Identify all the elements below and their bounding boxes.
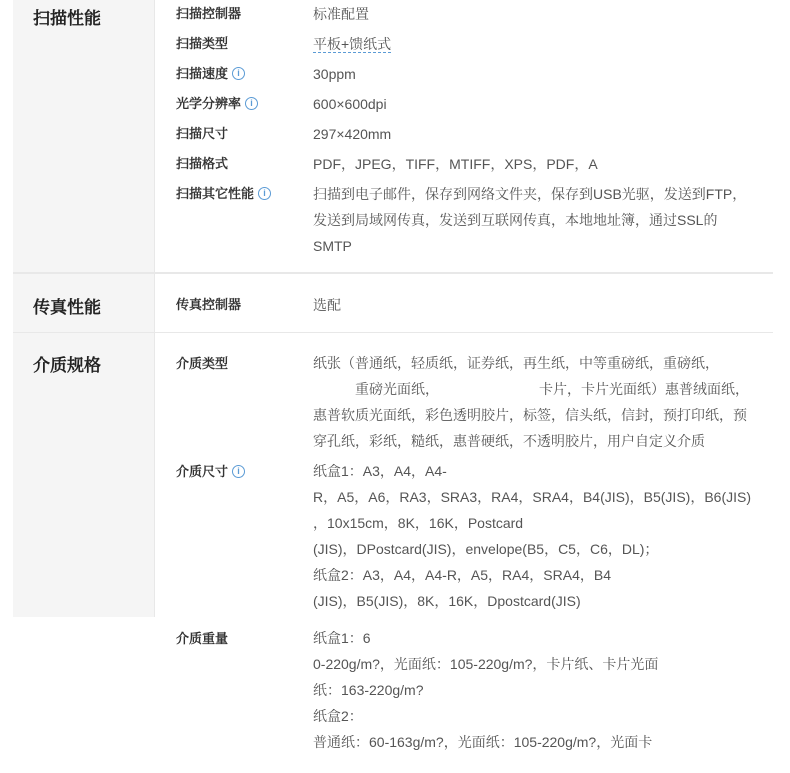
spec-label: 扫描控制器: [176, 6, 242, 21]
spec-value: 纸盒1：6 0-220g/m?，光面纸：105-220g/m?，卡片纸、卡片光面 纸：163-220g/m? 纸盒2： 普通纸：60-163g/m?，光面纸：105-220g/m?，光面卡: [313, 630, 659, 750]
info-icon[interactable]: i: [245, 97, 258, 110]
scan-type-link[interactable]: 平板+馈纸式: [313, 36, 392, 52]
spec-value: 纸张（普通纸，轻质纸，证券纸，再生纸，中等重磅纸，重磅纸， 重磅光面纸， 卡片，卡片光面纸）惠普绒面纸， 惠普软质光面纸，彩色透明胶片，标签，信头纸，信封，预打印纸，预 穿孔纸，彩纸，糙纸，惠普硬纸，不透明胶片，用户自定义介质: [313, 355, 749, 449]
spec-value: 纸盒1：A3，A4，A4- R，A5，A6，RA3，SRA3，RA4，SRA4，B4(JIS)，B5(JIS)，B6(JIS) ，10x15cm，8K，16K，Postcard (JIS)，DPostcard(JIS)，envelope(B5，C5，C6，DL)； 纸盒2：A3，A4，A4-R，A5，RA4，SRA4，B4 (JIS)，B5(JIS)，8K，16K，Dpostcard(JIS): [313, 463, 751, 609]
spec-label: 扫描类型: [176, 36, 229, 51]
spec-value: 标准配置: [313, 6, 369, 22]
section-fax-title: 传真性能: [33, 298, 101, 317]
section-scan-category: [13, 0, 155, 272]
spec-label: 扫描速度: [176, 66, 229, 81]
section-fax-category: [13, 274, 155, 332]
spec-label: 介质类型: [176, 356, 229, 371]
spec-value: 扫描到电子邮件，保存到网络文件夹，保存到USB光驱，发送到FTP， 发送到局域网传真，发送到互联网传真，本地地址簿，通过SSL的 SMTP: [313, 186, 747, 254]
spec-label: 介质尺寸: [176, 464, 229, 479]
spec-value: 选配: [313, 297, 341, 313]
spec-label: 传真控制器: [176, 297, 242, 312]
spec-value: 297×420mm: [313, 126, 392, 142]
section-scan: [13, 0, 773, 273]
section-media-title: 介质规格: [33, 356, 101, 375]
spec-label: 扫描其它性能: [176, 186, 255, 201]
spec-label: 光学分辨率: [176, 96, 242, 111]
spec-value: 600×600dpi: [313, 96, 387, 112]
info-icon[interactable]: i: [232, 465, 245, 478]
section-media: [13, 333, 773, 773]
section-media-category: [13, 333, 155, 617]
spec-value: PDF，JPEG，TIFF，MTIFF，XPS，PDF，A: [313, 156, 598, 172]
spec-value: 30ppm: [313, 66, 356, 82]
info-icon[interactable]: i: [258, 187, 271, 200]
section-fax: [13, 273, 773, 333]
info-icon[interactable]: i: [232, 67, 245, 80]
section-scan-title: 扫描性能: [33, 9, 101, 28]
spec-label: 介质重量: [176, 631, 229, 646]
spec-label: 扫描格式: [176, 156, 229, 171]
spec-label: 扫描尺寸: [176, 126, 229, 141]
